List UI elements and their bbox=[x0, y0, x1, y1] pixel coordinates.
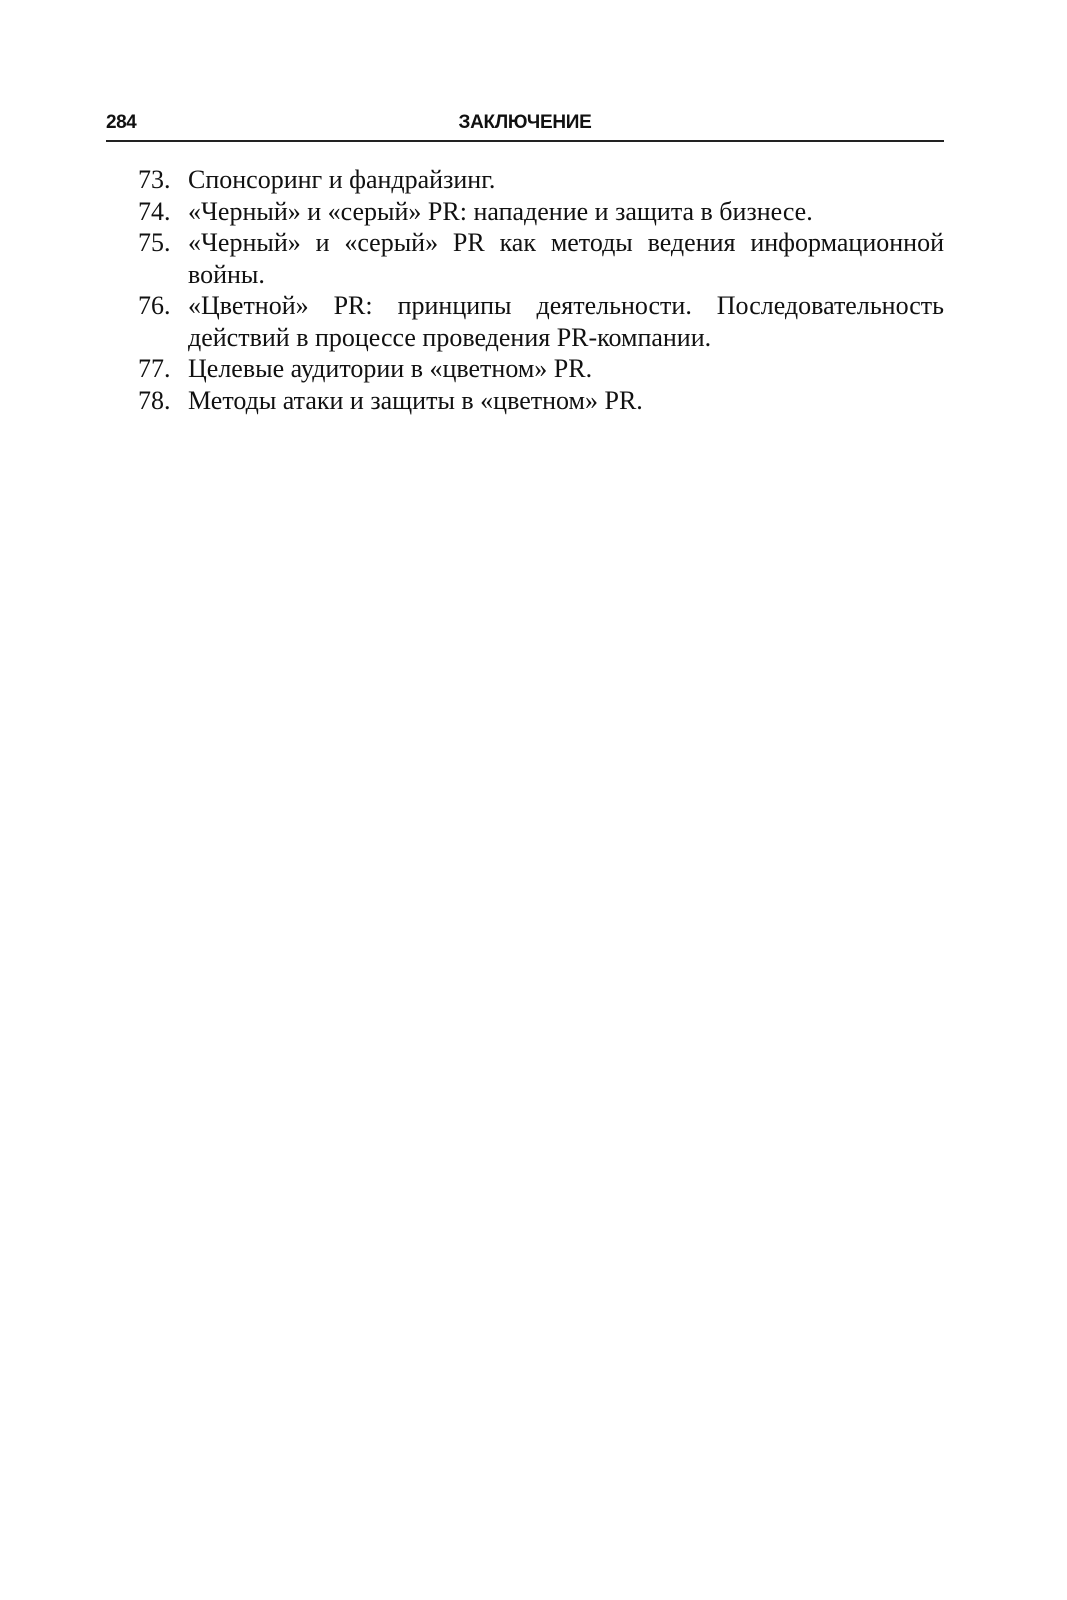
page-number: 284 bbox=[106, 112, 137, 133]
item-number: 77. bbox=[138, 354, 171, 383]
running-title: ЗАКЛЮЧЕНИЕ bbox=[458, 112, 592, 133]
item-text: Методы атаки и защиты в «цветном» PR. bbox=[188, 385, 643, 415]
list-item bbox=[138, 353, 944, 385]
item-text: «Черный» и «серый» PR как методы ведения информационной войны. bbox=[188, 228, 944, 289]
list-item bbox=[138, 164, 944, 196]
item-text: «Черный» и «серый» PR: нападение и защита в бизнесе. bbox=[188, 196, 813, 226]
item-text: «Цветной» PR: принципы деятельности. Последовательность действий в процессе проведения PR-компании. bbox=[188, 291, 944, 352]
list-item bbox=[138, 196, 944, 228]
list-item bbox=[138, 385, 944, 417]
question-list bbox=[138, 164, 944, 416]
item-number: 78. bbox=[138, 385, 171, 415]
list-item bbox=[138, 290, 944, 353]
item-number: 76. bbox=[138, 291, 171, 320]
item-number: 75. bbox=[138, 228, 171, 257]
item-number: 73. bbox=[138, 165, 171, 194]
item-text: Спонсоринг и фандрайзинг. bbox=[188, 165, 496, 194]
list-item bbox=[138, 227, 944, 290]
item-text: Целевые аудитории в «цветном» PR. bbox=[188, 354, 593, 383]
item-number: 74. bbox=[138, 196, 171, 226]
page-header bbox=[106, 108, 944, 142]
